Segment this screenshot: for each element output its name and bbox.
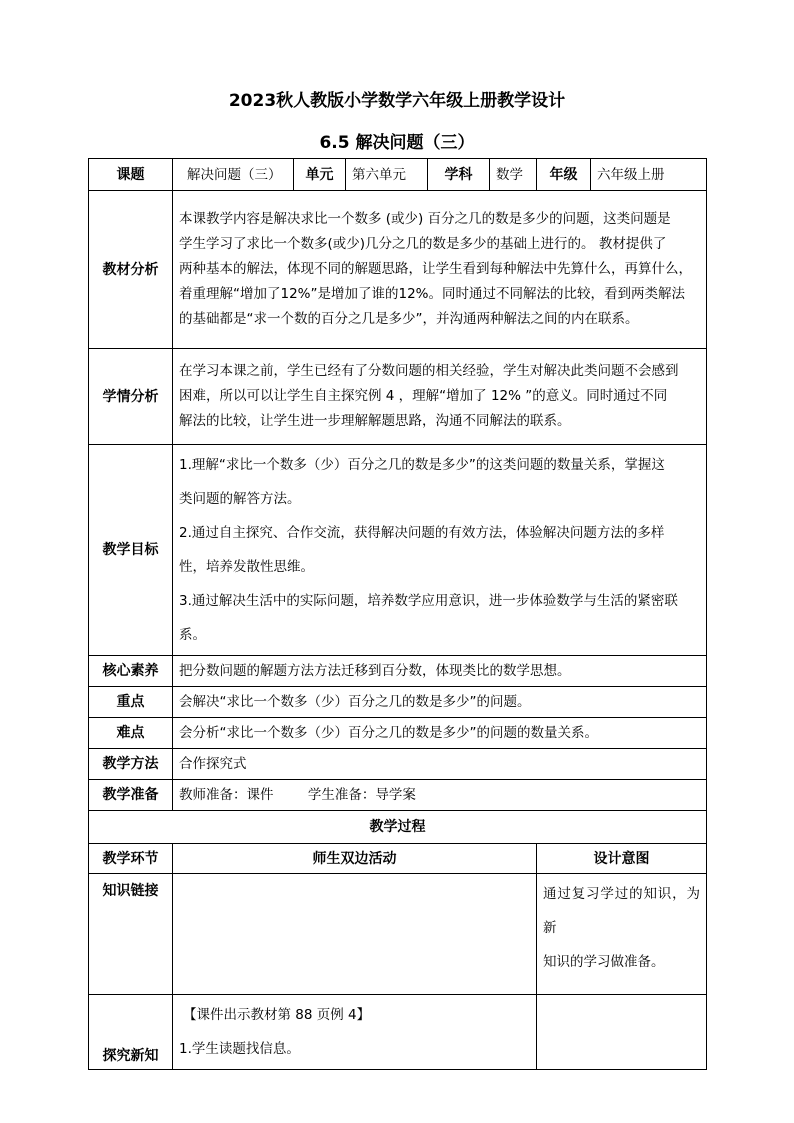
student-analysis-text [173,349,707,445]
core-literacy-row [89,656,707,687]
text-line: 困难，所以可以让学生自主探究例 4 ，理解“增加了 12% ”的意义。同时通过不同 [179,388,668,404]
key-point-text: 会解决“求比一个数多（少）百分之几的数是多少”的问题。 [173,687,707,718]
stage-knowledge-link: 知识链接 [89,874,173,995]
material-analysis-text [173,191,707,349]
process-row-knowledge-link [89,874,707,995]
process-heading-row [89,811,707,844]
text-line: 1.学生读题找信息。 [179,1041,300,1057]
unit-label: 单元 [294,159,346,191]
text-line: 的基础都是“求一个数的百分之几是多少”，并沟通两种解法之间的内在联系。 [179,311,639,327]
teaching-goals-row [89,445,707,656]
core-literacy-label: 核心素养 [89,656,173,687]
method-row [89,749,707,780]
topic-label: 课题 [89,159,173,191]
key-point-row [89,687,707,718]
unit-value: 第六单元 [346,159,428,191]
grade-label: 年级 [537,159,591,191]
text-line: 类问题的解答方法。 [179,491,301,507]
text-line: 着重理解“增加了12%”是增加了谁的12%。同时通过不同解法的比较，看到两类解法 [179,286,685,302]
intent-knowledge-link [537,874,707,995]
text-line: 1.理解“求比一个数多（少）百分之几的数是多少”的这类问题的数量关系，掌握这 [179,457,665,473]
difficulty-text: 会分析“求比一个数多（少）百分之几的数是多少”的问题的数量关系。 [173,718,707,749]
text-line: 【课件出示教材第 88 页例 4】 [183,1007,371,1023]
topic-value: 解决问题（三） [173,159,294,191]
intent-explore-new [537,995,707,1070]
method-text: 合作探究式 [173,749,707,780]
key-point-label: 重点 [89,687,173,718]
core-literacy-text: 把分数问题的解题方法方法迁移到百分数，体现类比的数学思想。 [173,656,707,687]
material-analysis-label: 教材分析 [89,191,173,349]
difficulty-row [89,718,707,749]
text-line: 解法的比较，让学生进一步理解解题思路，沟通不同解法的联系。 [179,413,571,429]
text-line: 本课教学内容是解决求比一个数多 (或少) 百分之几的数是多少的问题，这类问题是 [179,211,671,227]
stage-column-header: 教学环节 [89,844,173,874]
student-analysis-label: 学情分析 [89,349,173,445]
header-row [89,159,707,191]
text-line: 学生学习了求比一个数多(或少)几分之几的数是多少的基础上进行的。 教材提供了 [179,236,667,252]
text-line: 2.通过自主探究、合作交流，获得解决问题的有效方法，体验解决问题方法的多样 [179,525,665,541]
lesson-title: 6.5 解决问题（三） [319,133,475,153]
activity-explore-new [173,995,537,1070]
intent-column-header: 设计意图 [537,844,707,874]
teaching-goals-text [173,445,707,656]
text-line: 3.通过解决生活中的实际问题，培养数学应用意识，进一步体验数学与生活的紧密联 [179,593,678,609]
subject-label: 学科 [428,159,490,191]
stage-explore-new: 探究新知 [89,995,173,1070]
subject-value: 数学 [490,159,537,191]
teaching-goals-label: 教学目标 [89,445,173,656]
document-title: 2023秋人教版小学数学六年级上册教学设计 [228,91,566,111]
preparation-label: 教学准备 [89,780,173,811]
activity-knowledge-link [173,874,537,995]
grade-value: 六年级上册 [591,159,707,191]
preparation-text: 教师准备：课件 学生准备：导学案 [173,780,707,811]
text-line: 在学习本课之前，学生已经有了分数问题的相关经验，学生对解决此类问题不会感到 [179,363,679,379]
text-line: 两种基本的解法，体现不同的解题思路，让学生看到每种解法中先算什么，再算什么， [179,261,692,277]
process-columns-row [89,844,707,874]
text-line: 通过复习学过的知识，为新 [543,886,700,936]
difficulty-label: 难点 [89,718,173,749]
student-analysis-row [89,349,707,445]
process-heading: 教学过程 [89,811,707,844]
method-label: 教学方法 [89,749,173,780]
lesson-plan-table [88,158,707,1070]
preparation-row [89,780,707,811]
process-row-explore-new [89,995,707,1070]
material-analysis-row [89,191,707,349]
activity-column-header: 师生双边活动 [173,844,537,874]
text-line: 性，培养发散性思维。 [179,559,314,575]
text-line: 系。 [179,627,206,643]
text-line: 知识的学习做准备。 [543,954,665,970]
